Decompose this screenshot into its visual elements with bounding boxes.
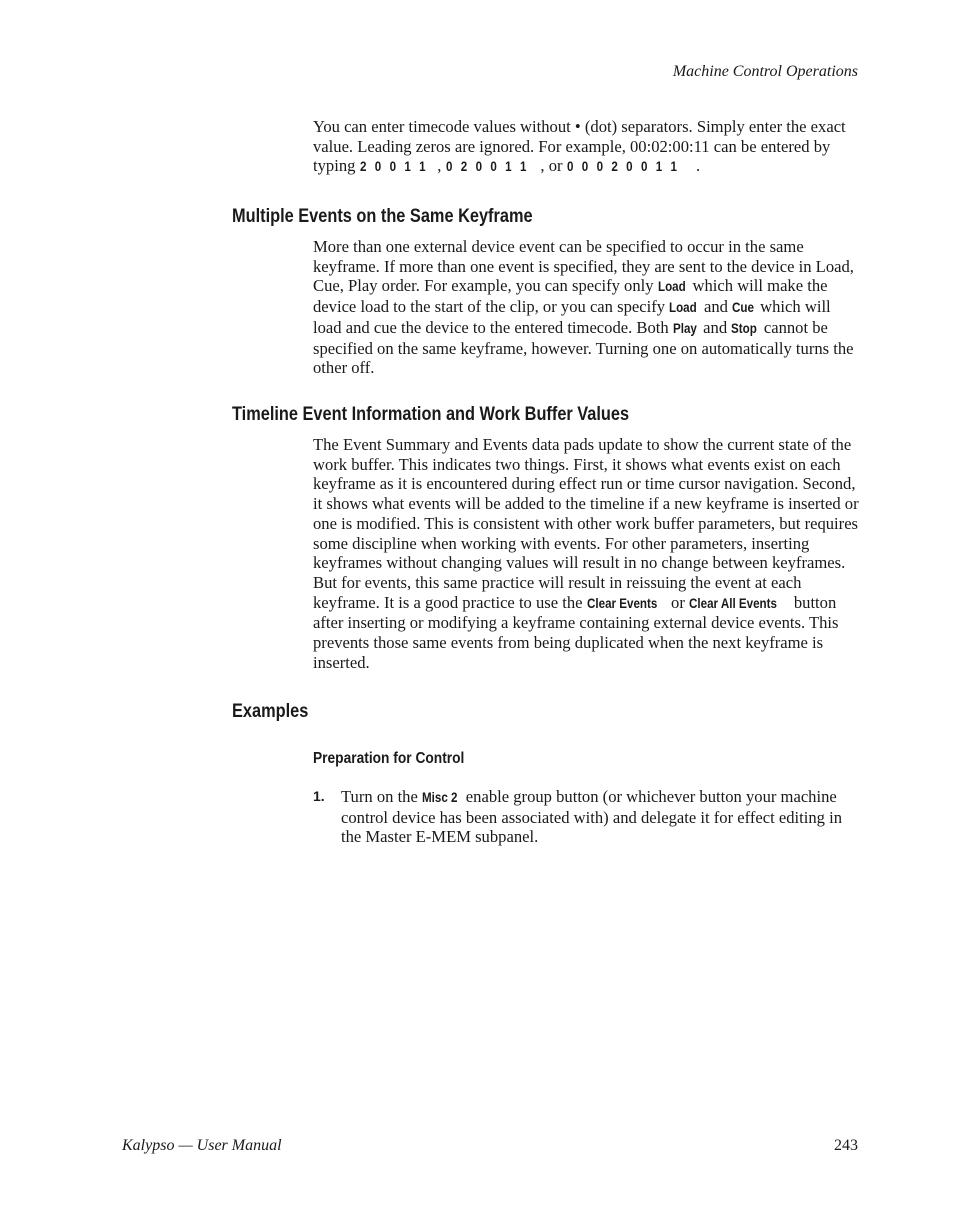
key-sequence-3: 0 0 0 2 0 0 1 1: [566, 159, 680, 175]
cue-button-ref: Cue: [732, 300, 755, 316]
timeline-event-paragraph: The Event Summary and Events data pads update to show the current state of the work buffer. This indicates two things. First, it shows what events exist on each keyframe as it is encountered during effect run or time cursor navigation. Second, it shows what events will be added to the timeline if a new keyframe is inserted or one is modified. This is consistent with other work buffer parameters, but requires some discipline when working with events. For other parameters, inserting keyframes without changing values will result in no change between keyframes. But for events, this same practice will result in reissuing the event at each keyframe. It is a good practice to use the Clear Events or Clear All Events button after inserting or modifying a keyframe containing external device events. This prevents those same events from being duplicated when the next keyframe is inserted.: [313, 435, 859, 672]
key-sequence-2: 0 2 0 0 1 1: [445, 159, 529, 175]
step-number: 1.: [313, 788, 325, 804]
misc-2-button-ref: Misc 2: [421, 790, 458, 805]
load-button-ref: Load: [669, 300, 697, 316]
step-1: [313, 787, 859, 847]
load-button-ref: Load: [657, 279, 686, 295]
section-heading-multiple-events: Multiple Events on the Same Keyframe: [232, 206, 533, 227]
section-heading-timeline-event: Timeline Event Information and Work Buffer Values: [232, 404, 630, 425]
key-sequence-1: 2 0 0 1 1: [359, 159, 428, 175]
stop-button-ref: Stop: [731, 320, 758, 336]
step-text: Turn on the Misc 2 enable group button (or whichever button your machine control device has been associated with) and delegate it for effect editing in the Master E-MEM subpanel.: [341, 787, 842, 847]
subheading-preparation: Preparation for Control: [313, 750, 465, 767]
clear-events-button-ref: Clear Events: [586, 595, 658, 611]
footer-page-number: 243: [834, 1137, 858, 1154]
running-head: Machine Control Operations: [672, 63, 858, 80]
footer-manual-title: Kalypso — User Manual: [122, 1137, 282, 1154]
multiple-events-paragraph: More than one external device event can be specified to occur in the same keyframe. If more than one event is specified, they are sent to the device in Load, Cue, Play order. For example, you can specify only Load which will make the device load to the start of the clip, or you can specify Load and Cue which will load and cue the device to the entered timecode. Both Play and Stop cannot be specified on the same keyframe, however. Turning one on automatically turns the other off.: [313, 237, 854, 378]
section-heading-examples: Examples: [232, 701, 309, 722]
play-button-ref: Play: [672, 320, 697, 336]
intro-paragraph: You can enter timecode values without • (dot) separators. Simply enter the exact value. Leading zeros are ignored. For example, 00:02:00:11 can be entered by typing 2 0 0 1 1 , 0 2 0 0 1 1 , or 0 0 0 2 0 0 1 1 .: [313, 117, 846, 176]
clear-all-events-button-ref: Clear All Events: [689, 595, 777, 611]
